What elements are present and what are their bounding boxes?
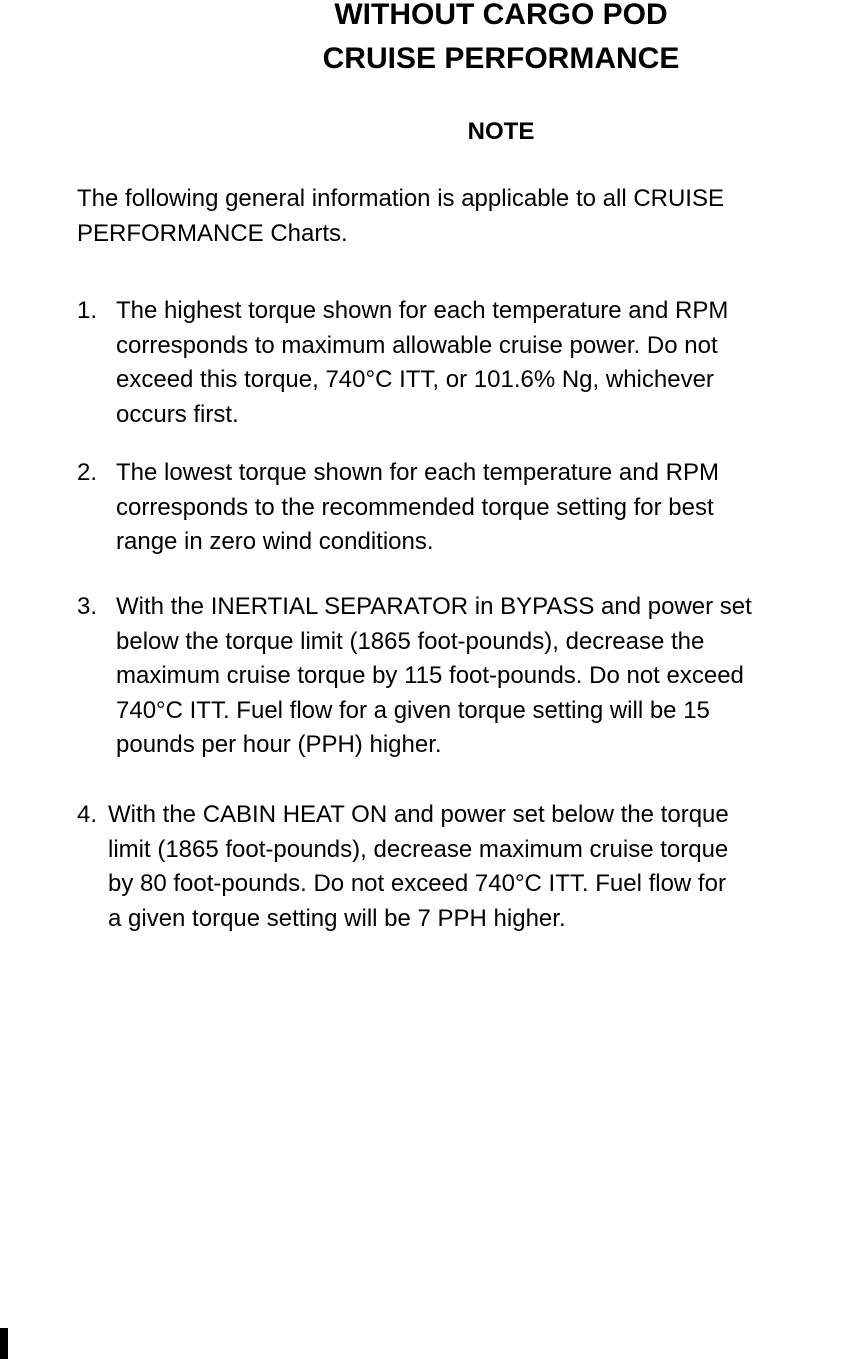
note-item-text: The highest torque shown for each temperature and RPM corresponds to maximum allowable cruise power. Do not exceed this torque, 740°C ITT, or 101.6% Ng, whichever occurs first. bbox=[116, 297, 729, 428]
page-title-line-1: WITHOUT CARGO POD bbox=[334, 0, 668, 31]
note-item-1 bbox=[77, 294, 867, 432]
note-intro: The following general information is applicable to all CRUISE PERFORMANCE Charts. bbox=[77, 185, 724, 247]
note-item-number: 1. bbox=[77, 297, 98, 324]
note-item-number: 3. bbox=[77, 593, 98, 620]
note-item-number: 2. bbox=[77, 459, 98, 486]
note-item-3 bbox=[77, 590, 868, 763]
note-item-text: With the INERTIAL SEPARATOR in BYPASS and power set below the torque limit (1865 foot-pounds), decrease the maximum cruise torque by 115 foot-pounds. Do not exceed 740°C ITT. Fuel flow for a given torque setting will be 15 pounds per hour (PPH) higher. bbox=[116, 593, 752, 758]
note-item-number: 4. bbox=[77, 801, 98, 828]
note-item-text: With the CABIN HEAT ON and power set below the torque limit (1865 foot-pounds), decrease maximum cruise torque by 80 foot-pounds. Do not exceed 740°C ITT. Fuel flow for a given torque setting will be 7 PPH higher. bbox=[108, 801, 729, 932]
note-heading: NOTE bbox=[467, 118, 535, 145]
note-item-2 bbox=[77, 456, 867, 560]
page-edge-mark bbox=[0, 1328, 8, 1359]
note-item-text: The lowest torque shown for each temperature and RPM corresponds to the recommended torque setting for best range in zero wind conditions. bbox=[116, 459, 719, 555]
page-title-line-2: CRUISE PERFORMANCE bbox=[322, 42, 680, 75]
note-item-4 bbox=[77, 798, 867, 936]
